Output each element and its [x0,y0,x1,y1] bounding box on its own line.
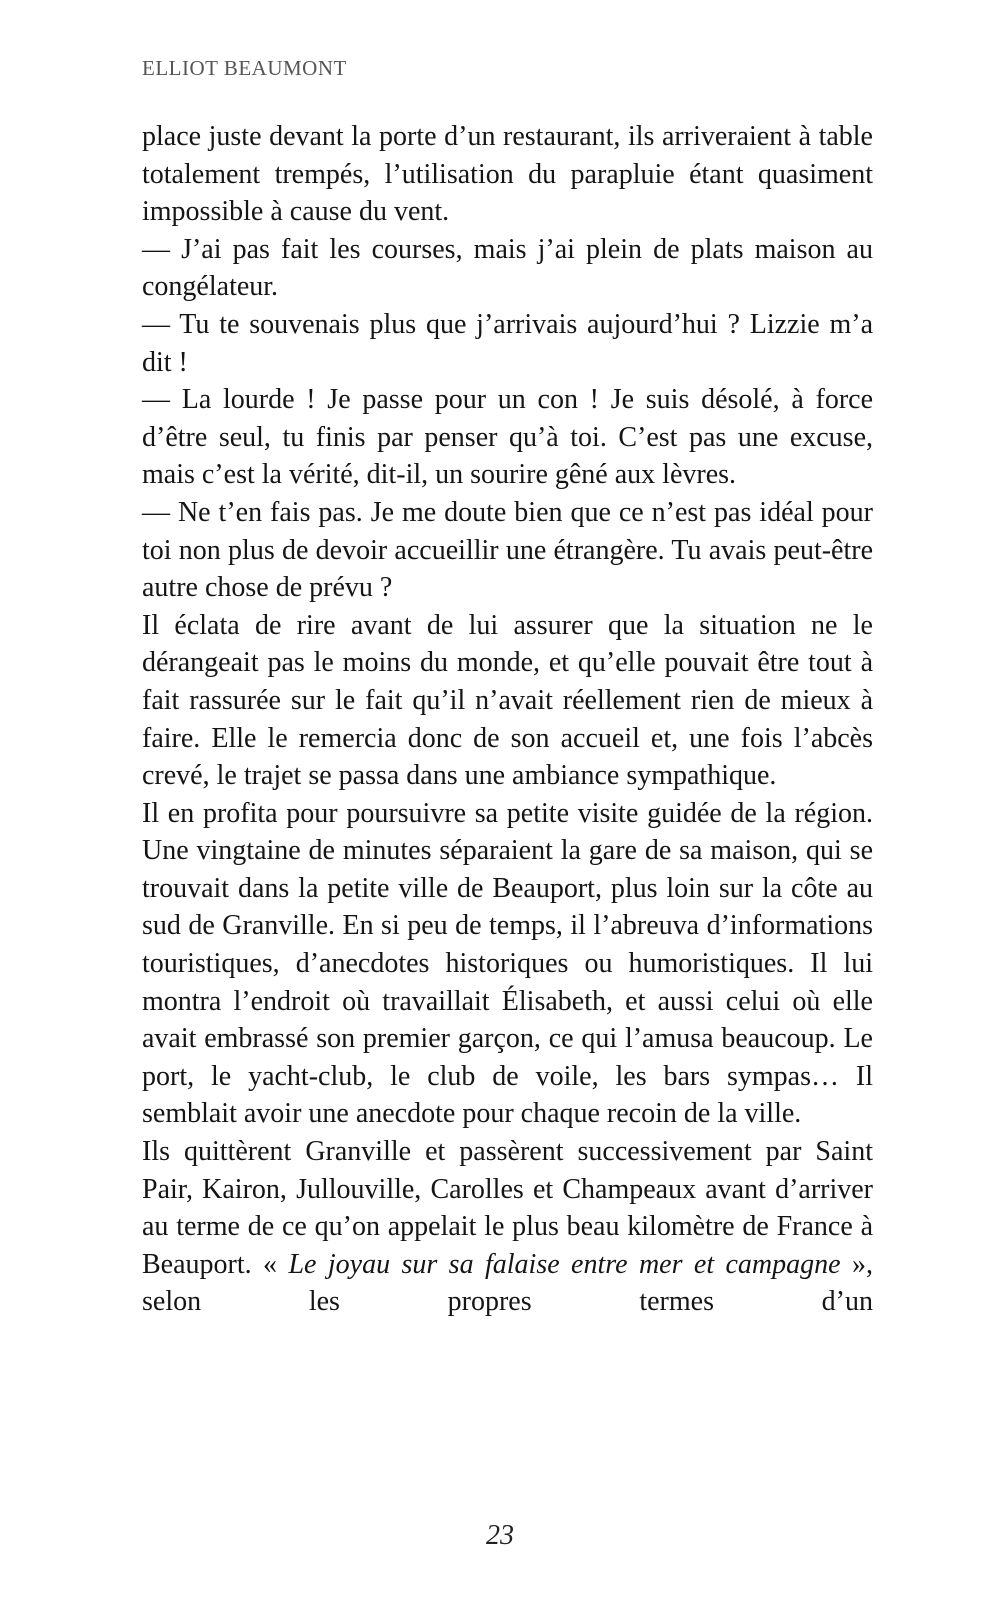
paragraph-text: », selon les propres termes d’un [142,1248,873,1318]
dialogue-line: — J’ai pas fait les courses, mais j’ai plein de plats maison au congélateur. [142,233,873,303]
body-text [142,118,873,1321]
dialogue-line: — La lourde ! Je passe pour un con ! Je suis désolé, à force d’être seul, tu finis par penser qu’à toi. C’est pas une excuse, mais c’est la vérité, dit-il, un sourire gêné aux lèvres. [142,384,873,491]
page-number: 23 [486,1520,514,1551]
paragraph: place juste devant la porte d’un restaurant, ils arriveraient à table totalement trempés, l’utilisation du parapluie étant quasiment impossible à cause du vent. [142,121,873,228]
italic-quote: Le joyau sur sa falaise entre mer et campagne [288,1248,841,1280]
paragraph: Il éclata de rire avant de lui assurer que la situation ne le dérangeait pas le moins du monde, et qu’elle pouvait être tout à fait rassurée sur le fait qu’il n’avait réellement rien de mieux à faire. Elle le remercia donc de son accueil et, une fois l’abcès crevé, le trajet se passa dans une ambiance sympathique. [142,609,873,792]
paragraph: Il en profita pour poursuivre sa petite visite guidée de la région. Une vingtaine de minutes séparaient la gare de sa maison, qui se trouvait dans la petite ville de Beauport, plus loin sur la côte au sud de Granville. En si peu de temps, il l’abreuva d’informations touristiques, d’anecdotes historiques ou humoristiques. Il lui montra l’endroit où travaillait Élisabeth, et aussi celui où elle avait embrassé son premier garçon, ce qui l’amusa beaucoup. Le port, le yacht-club, le club de voile, les bars sympas… Il semblait avoir une anecdote pour chaque recoin de la ville. [142,797,873,1130]
running-head-author: ELLIOT BEAUMONT [142,56,347,80]
dialogue-line: — Tu te souvenais plus que j’arrivais aujourd’hui ? Lizzie m’a dit ! [142,308,873,378]
paragraph-text: Ils quittèrent Granville et passèrent successivement par Saint Pair, Kairon, Jullouville, Carolles et Champeaux avant d’arriver au terme de ce qu’on appelait le plus beau kilomètre de France à Beauport. « [142,1136,873,1280]
dialogue-line: — Ne t’en fais pas. Je me doute bien que ce n’est pas idéal pour toi non plus de devoir accueillir une étrangère. Tu avais peut-être autre chose de prévu ? [142,496,873,604]
paragraph-continued [142,1133,873,1321]
